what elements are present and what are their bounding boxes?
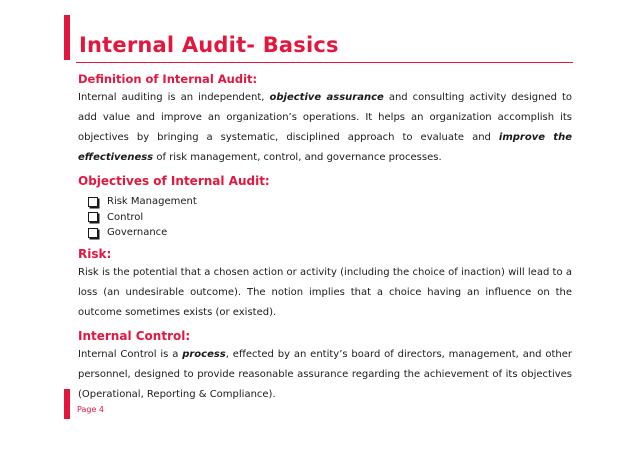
checkbox-bullet-icon bbox=[88, 197, 98, 207]
list-item bbox=[88, 194, 572, 210]
accent-bar-top bbox=[64, 15, 70, 60]
risk-heading: Risk: bbox=[78, 246, 112, 261]
definition-heading: Definition of Internal Audit: bbox=[78, 72, 258, 86]
objectives-list bbox=[78, 194, 572, 241]
internal-control-paragraph bbox=[78, 345, 572, 405]
checkbox-bullet-icon bbox=[88, 212, 98, 222]
definition-text-1: Internal auditing is an independent, bbox=[78, 92, 270, 103]
definition-text-2: and consulting activity designed to add value and improve an organization’s operations. It helps an organization accomplish its objectives by bringing a systematic, disciplined approach to evaluate and bbox=[78, 92, 573, 143]
internal-control-text-2: , effected by an entity’s board of directors, management, and other personnel, designed to provide reasonable assurance regarding the achievement of its objectives (Operational, Reporting & Compliance). bbox=[78, 348, 572, 400]
list-item-label: Control bbox=[107, 211, 144, 223]
title-divider bbox=[76, 62, 573, 63]
internal-control-text-1: Internal Control is a bbox=[78, 348, 183, 360]
definition-paragraph bbox=[78, 88, 572, 168]
list-item bbox=[88, 225, 572, 241]
risk-paragraph: Risk is the potential that a chosen action or activity (including the choice of inaction) will lead to a loss (an undesirable outcome). The notion implies that a choice having an influence on the outcome sometimes exists (or existed). bbox=[78, 266, 572, 318]
accent-bar-bottom bbox=[64, 389, 70, 419]
definition-emphasis-1: objective assurance bbox=[269, 92, 384, 103]
slide-content bbox=[78, 70, 572, 405]
list-item-label: Risk Management bbox=[107, 196, 197, 207]
page-title: Internal Audit- Basics bbox=[79, 33, 339, 57]
internal-control-emphasis: process bbox=[182, 348, 226, 360]
internal-control-heading: Internal Control: bbox=[78, 328, 191, 343]
objectives-heading: Objectives of Internal Audit: bbox=[78, 174, 270, 188]
definition-text-3: of risk management, control, and governance processes. bbox=[153, 152, 442, 163]
list-item bbox=[88, 210, 572, 226]
definition-emphasis-2: improve the effectiveness bbox=[78, 132, 572, 163]
page-number: Page 4 bbox=[77, 405, 104, 414]
list-item-label: Governance bbox=[107, 227, 168, 238]
checkbox-bullet-icon bbox=[88, 228, 98, 238]
